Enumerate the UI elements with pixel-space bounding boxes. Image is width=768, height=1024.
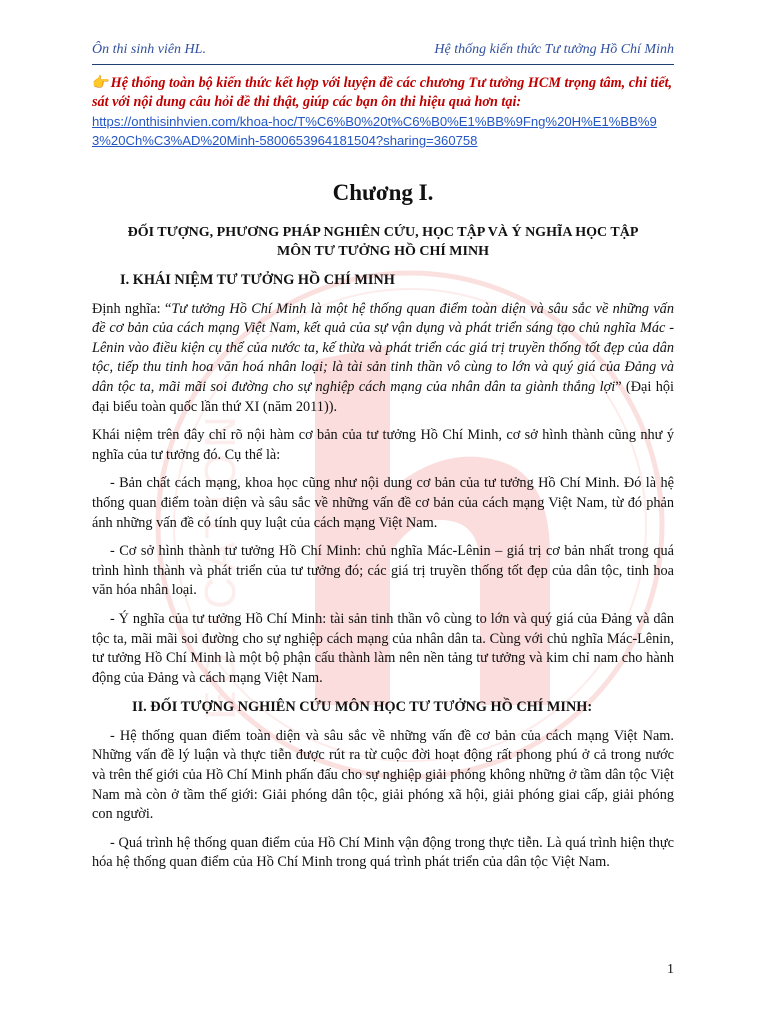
definition-paragraph <box>92 300 674 418</box>
header-right-text: Hệ thống kiến thức Tư tưởng Hồ Chí Minh <box>434 42 674 57</box>
definition-quote: Tư tưởng Hồ Chí Minh là một hệ thống quan điểm toàn diện và sâu sắc về những vấn đề cơ bản của cách mạng Việt Nam, kết quả của sự vận dụng và phát triển sáng tạo chủ nghĩa Mác - Lênin vào điều kiện cụ thể của nước ta, kế thừa và phát triển các giá trị truyền thống tốt đẹp của dân tộc, tiếp thu tinh hoa văn hoá nhân loại; là tài sản tinh thần vô cùng to lớn và quý giá của Đảng và dân tộc ta, mãi mãi soi đường cho sự nghiệp cách mạng của nhân dân ta giành thắng lợi <box>92 300 674 395</box>
promo-message: Hệ thống toàn bộ kiến thức kết hợp với luyện đề các chương Tư tưởng HCM trọng tâm, chi tiết, sát với nội dung câu hỏi đề thi thật, giúp các bạn ôn thi hiệu quả hơn tại: <box>92 75 673 110</box>
section-heading-2: II. ĐỐI TƯỢNG NGHIÊN CỨU MÔN HỌC TƯ TƯỞNG HỒ CHÍ MINH: <box>132 699 593 716</box>
section2-bullet-1: - Hệ thống quan điểm toàn diện và sâu sắc về những vấn đề cơ bản của cách mạng Việt Nam. Những vấn đề lý luận và thực tiễn được rút ra từ cuộc đời hoạt động rất phong phú ở cả trong nước và trên thế giới của Hồ Chí Minh phấn đấu cho sự nghiệp giải phóng không những ở tầm dân tộc Việt Nam mà còn ở tầm thế giới: Giải phóng dân tộc, giải phóng xã hội, giải phóng giai cấp, giải phóng con người. <box>92 727 674 823</box>
chapter-title: Chương I. <box>332 180 434 205</box>
intro-paragraph: Khái niệm trên đây chỉ rõ nội hàm cơ bản của tư tưởng Hồ Chí Minh, cơ sở hình thành cũng như ý nghĩa của tư tưởng đó. Cụ thể là: <box>92 427 674 463</box>
section2-bullet-2: - Quá trình hệ thống quan điểm của Hồ Chí Minh vận động trong thực tiễn. Là quá trình hiện thực hóa hệ thống quan điểm của Hồ Chí Minh trong quá trình phát triển của dân tộc Việt Nam. <box>92 834 674 871</box>
page-header <box>92 42 674 65</box>
main-content <box>92 178 674 882</box>
point-right-icon: 👉 <box>92 75 110 91</box>
definition-suffix: ” (Đại hội đại biểu toàn quốc lần thứ XI (năm 2011)). <box>92 378 674 415</box>
header-left-text: Ôn thi sinh viên HL. <box>92 42 206 57</box>
section1-bullet-3: - Ý nghĩa của tư tưởng Hồ Chí Minh: tài sản tinh thần vô cùng to lớn và quý giá của Đảng và dân tộc ta, mãi mãi soi đường cho sự nghiệp cách mạng của nhân dân ta. Cùng với chủ nghĩa Mác-Lênin, tư tưởng Hồ Chí Minh là một bộ phận cấu thành làm nên nền tảng tư tưởng và kim chỉ nam cho hành động của Đảng và cách mạng Việt Nam. <box>92 610 674 686</box>
section1-bullet-1: - Bản chất cách mạng, khoa học cũng như nội dung cơ bản của tư tưởng Hồ Chí Minh. Đó là hệ thống quan điểm toàn diện và sâu sắc về những vấn đề cơ bản của cách mạng Việt Nam, từ đó phản ánh những vấn đề có tính quy luật của cách mạng Việt Nam. <box>92 475 674 531</box>
course-link[interactable]: https://onthisinhvien.com/khoa-hoc/T%C6%B0%20t%C6%B0%E1%BB%9Fng%20H%E1%BB%93%20Ch%C3%AD%20Minh-5800653964181504?sharing=360758 <box>92 114 657 148</box>
svg-text:EDUCATION: EDUCATION <box>196 410 245 720</box>
promo-text <box>92 75 672 110</box>
section1-bullet-2: - Cơ sở hình thành tư tưởng Hồ Chí Minh: chủ nghĩa Mác-Lênin – giá trị cơ bản nhất trong quá trình hình thành và phát triển của tư tưởng đó; các giá trị truyền thống tốt đẹp của dân tộc, tinh hoa văn hóa nhân loại. <box>92 543 674 599</box>
definition-prefix: Định nghĩa: “ <box>92 300 172 317</box>
promo-block <box>92 74 674 150</box>
section-heading-1: I. KHÁI NIỆM TƯ TƯỞNG HỒ CHÍ MINH <box>120 272 395 288</box>
chapter-subtitle: ĐỐI TƯỢNG, PHƯƠNG PHÁP NGHIÊN CỨU, HỌC TẬP VÀ Ý NGHĨA HỌC TẬP MÔN TƯ TƯỞNG HỒ CHÍ MINH <box>127 225 639 259</box>
page-number: 1 <box>667 962 674 977</box>
